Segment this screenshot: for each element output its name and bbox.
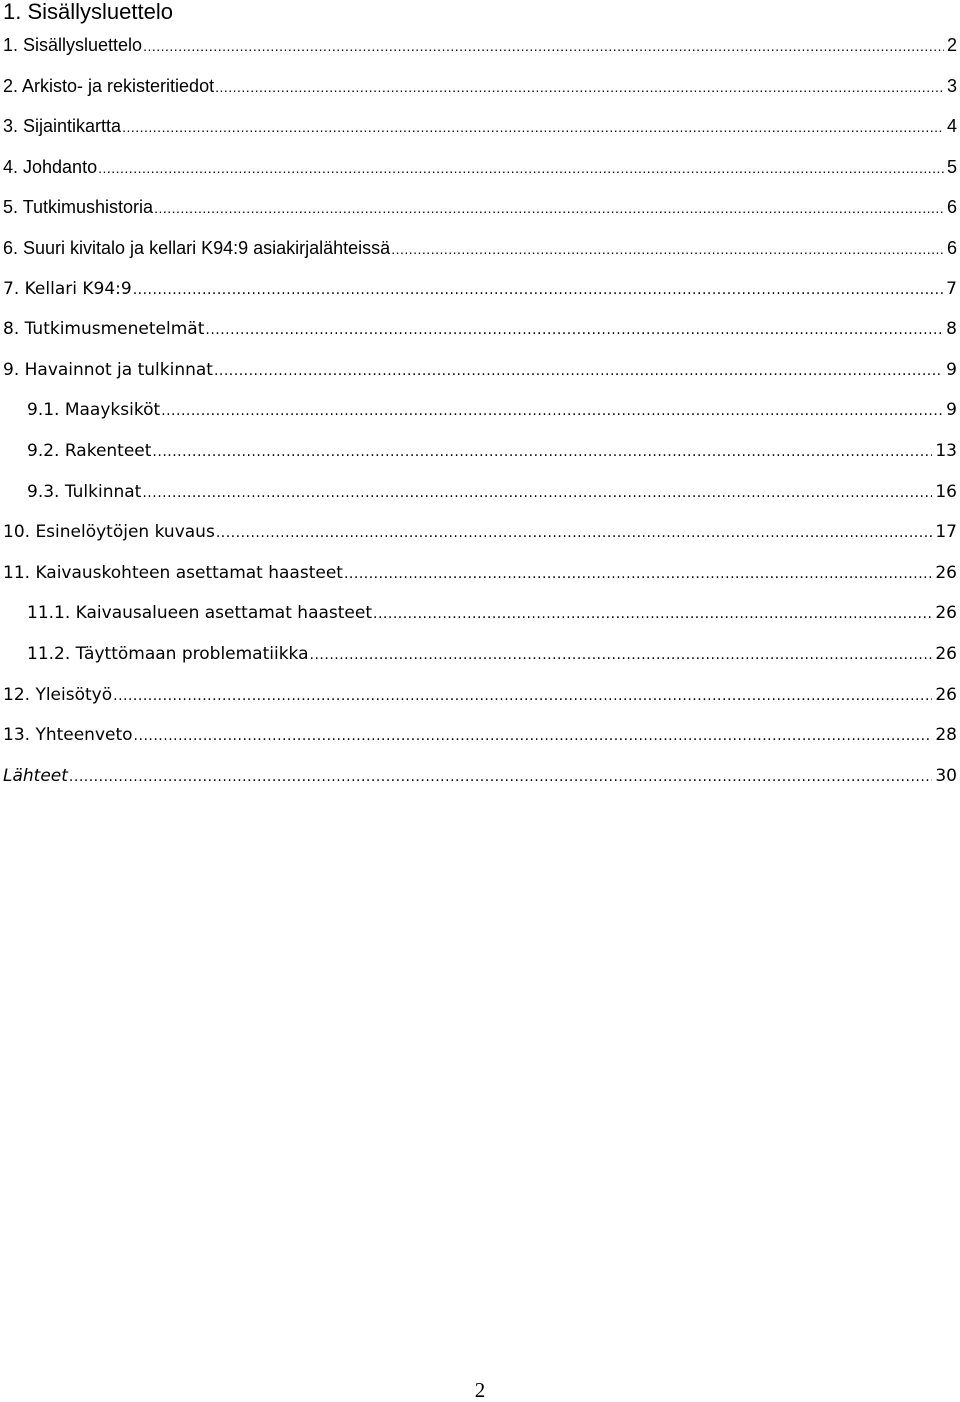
dot-leader [391,231,944,267]
dot-leader [113,678,932,714]
dot-leader [344,556,932,592]
dot-leader [161,393,943,429]
toc-entry-label: 1. Sisällysluettelo [3,35,143,55]
toc-entry-label: 7. Kellari K94:9 [3,278,132,299]
toc-entry-page: 8 [946,319,957,340]
toc-entry[interactable] [0,311,960,352]
toc-entry-page: 30 [935,765,957,786]
toc-entry-page: 13 [935,440,957,461]
toc-subentry[interactable] [0,433,960,474]
toc-entry[interactable] [0,271,960,312]
toc-entry-label: 8. Tutkimusmenetelmät [3,319,205,340]
toc-entry-page: 17 [935,522,957,543]
toc-entry-label: 13. Yhteenveto [3,725,133,746]
toc-entry[interactable] [0,758,960,799]
toc-entry-label: 11. Kaivauskohteen asettamat haasteet [3,562,343,583]
toc-subentry[interactable] [0,636,960,677]
dot-leader [143,28,944,64]
dot-leader [373,596,932,632]
toc-entry[interactable] [0,149,960,190]
dot-leader [154,190,944,226]
toc-entry[interactable] [0,27,960,68]
toc-entry-page: 4 [946,116,957,137]
page-number: 2 [474,1378,486,1402]
toc-entry-page: 7 [946,278,957,299]
toc-entry-label: 10. Esinelöytöjen kuvaus [3,522,215,543]
toc-entry-page: 28 [935,725,957,746]
toc-entry-page: 16 [935,481,957,502]
toc-entry[interactable] [0,189,960,230]
toc-entry-label: 9. Havainnot ja tulkinnat [3,359,213,380]
dot-leader [152,434,932,470]
toc-subentry[interactable] [0,595,960,636]
dot-leader [214,353,943,389]
dot-leader [122,109,944,145]
dot-leader [133,272,943,308]
toc-entry-label: 12. Yleisötyö [3,684,113,705]
toc-entry[interactable] [0,514,960,555]
toc-subentry[interactable] [0,392,960,433]
dot-leader [134,718,933,754]
toc-entry-label: 6. Suuri kivitalo ja kellari K94:9 asiakirjalähteissä [3,237,391,258]
toc-entry-label: 9.2. Rakenteet [27,440,152,461]
toc-entry[interactable] [0,352,960,393]
toc-entry-label: 2. Arkisto- ja rekisteritiedot [3,75,215,96]
toc-entry[interactable] [0,555,960,596]
table-of-contents [0,27,960,798]
toc-entry-page: 3 [946,75,957,96]
toc-entry-page: 9 [946,359,957,380]
toc-entry-label: 3. Sijaintikartta [3,116,122,137]
dot-leader [216,515,933,551]
toc-entry-page: 26 [935,603,957,624]
toc-entry-page: 26 [935,684,957,705]
toc-entry[interactable] [0,108,960,149]
toc-entry-page: 9 [946,400,957,421]
toc-entry-label: 11.1. Kaivausalueen asettamat haasteet [27,603,373,624]
toc-entry-page: 26 [935,562,957,583]
dot-leader [310,637,933,673]
toc-entry-label: 11.2. Täyttömaan problematiikka [27,643,309,664]
toc-entry-page: 2 [946,35,957,55]
toc-subentry[interactable] [0,474,960,515]
toc-entry-label: 5. Tutkimushistoria [3,197,154,218]
toc-entry[interactable] [0,677,960,718]
toc-entry-label: Lähteet [3,765,68,786]
toc-entry[interactable] [0,68,960,109]
page-title: 1. Sisällysluettelo [3,0,173,24]
dot-leader [142,475,932,511]
toc-entry[interactable] [0,230,960,271]
dot-leader [205,312,943,348]
toc-entry-label: 9.1. Maayksiköt [27,400,161,421]
toc-entry-page: 6 [946,237,957,258]
dot-leader [98,150,944,186]
dot-leader [69,759,932,795]
toc-entry-label: 9.3. Tulkinnat [27,481,142,502]
dot-leader [215,69,944,105]
toc-entry-page: 6 [946,197,957,218]
toc-entry-page: 26 [935,643,957,664]
toc-entry-label: 4. Johdanto [3,156,98,177]
toc-entry-page: 5 [946,156,957,177]
toc-entry[interactable] [0,717,960,758]
